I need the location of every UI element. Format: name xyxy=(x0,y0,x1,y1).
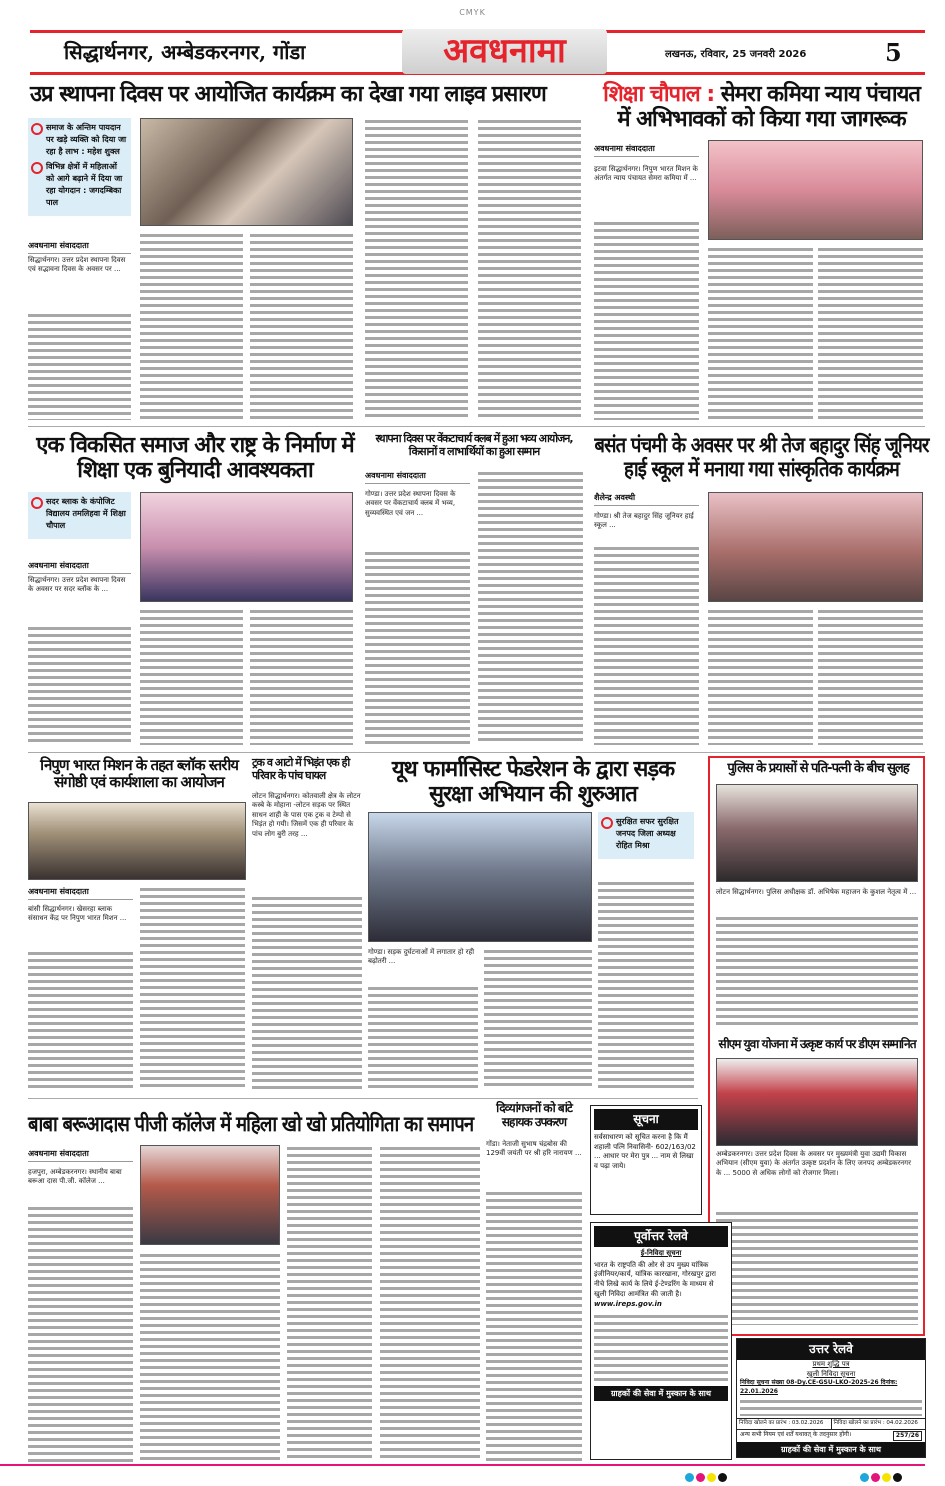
article-body xyxy=(368,985,478,1090)
headline-youth-pharmacist: यूथ फार्मासिस्ट फेडरेशन के द्वारा सड़क सुरक्षा अभियान की शुरुआत xyxy=(391,757,675,808)
ad-right-date: निविदा खोलने का प्रारंभ : 04.02.2026 xyxy=(833,1420,918,1427)
article-body xyxy=(818,246,923,420)
ad-title: पूर्वोत्तर रेलवे xyxy=(594,1226,728,1247)
photo-cultural-program xyxy=(708,492,923,602)
article-lead: अम्बेडकरनगर। उत्तर प्रदेश दिवस के अवसर पर मुख्यमंत्री युवा उद्यमी विकास अभियान (सीएम युवा) के अंतर्गत उत्कृष्ट प्रदर्शन के लिए जनपद अम्बेडकरनगर के ... 5000 से अधिक लोगों को रोजगार मिला। xyxy=(716,1150,918,1178)
photo-cm-yuva-award xyxy=(716,1058,918,1146)
byline: अवधनामा संवाददाता xyxy=(594,143,699,157)
ad-footer: ग्राहकों की सेवा में मुस्कान के साथ xyxy=(594,1386,728,1401)
article-lead: गोण्डा। सड़क दुर्घटनाओं में लगातार हो रही बढ़ोतरी ... xyxy=(368,948,478,967)
divider xyxy=(28,1098,698,1099)
notice-body: सर्वसाधारण को सूचित करना है कि मैं शहाली पत्नि निवासिनी- 602/163/02 ... आधार पर मेरा पुत्र ... नाम से लिखा व पढ़ा जाये। xyxy=(594,1132,696,1171)
photo-nipun-workshop xyxy=(28,802,246,880)
article-lead: हजपुरा, अम्बेडकरनगर। स्थानीय बाबा बरूआ दास पी.जी. कॉलेज ... xyxy=(28,1168,133,1187)
byline: अवधनामा संवाददाता xyxy=(28,560,131,574)
headline-baba-baruadas: बाबा बरूआदास पीजी कॉलेज में महिला खो खो प्रतियोगिता का समापन xyxy=(28,1112,474,1136)
photo-road-safety xyxy=(368,812,592,942)
article-body xyxy=(252,895,362,1090)
notice-title: सूचना xyxy=(594,1109,698,1130)
pull-quote-box xyxy=(28,492,131,539)
ad-line2: खुली निविदा सूचना xyxy=(806,1369,856,1378)
byline: अवधनामा संवाददाता xyxy=(365,470,470,484)
ad-left-date: निविदा खोलने का प्रारंभ : 03.02.2026 xyxy=(737,1419,832,1429)
article-body xyxy=(140,232,243,420)
byline: अवधनामा संवाददाता xyxy=(28,1148,133,1162)
pull-quote: सदर ब्लाक के कंपोजिट विद्यालय तमलिहवा में शिक्षा चौपाल xyxy=(46,497,126,530)
article-lead: गोण्डा। उत्तर प्रदेश स्थापना दिवस के अवसर पर वेंकटाचार्य क्लब में भव्य, सुव्यवस्थित एवं जन ... xyxy=(365,490,470,518)
article-body xyxy=(478,118,581,420)
print-rule xyxy=(0,1464,925,1466)
ad-subtitle: ई-निविदा सूचना xyxy=(640,1248,682,1257)
newspaper-logo: अवधनामा xyxy=(402,29,607,74)
ad-footer: ग्राहकों की सेवा में मुस्कान के साथ xyxy=(737,1442,925,1457)
headline-divyang: दिव्यांगजनों को बांटे सहायक उपकरण xyxy=(496,1101,572,1129)
pull-quote-box xyxy=(598,812,694,859)
cmyk-mark: CMYK xyxy=(459,8,486,17)
headline-cm-yuva: सीएम युवा योजना में उत्कृष्ट कार्य पर डीएम सम्मानित xyxy=(718,1037,916,1051)
ad-reference: निविदा सूचना संख्या 08-Dy.CE-GSU-LKO-2025-26 दिनांक: 22.01.2026 xyxy=(740,1379,898,1395)
pull-quote: विभिन्न क्षेत्रों में महिलाओं को आगे बढ़ाने में दिया जा रहा योगदान : जगदम्बिका पाल xyxy=(46,161,127,209)
article-lead: सिद्धार्थनगर। उत्तर प्रदेश स्थापना दिवस के अवसर पर सदर ब्लॉक के ... xyxy=(28,576,131,595)
article-body xyxy=(486,1190,582,1462)
headline-shiksha-chaupal xyxy=(594,82,929,133)
pull-quote: सुरक्षित सफर सुरक्षित जनपद जिला अध्यक्ष रोहित मिश्रा xyxy=(616,816,690,852)
notice-suchna xyxy=(590,1105,702,1215)
headline-up-day: उप्र स्थापना दिवस पर आयोजित कार्यक्रम का देखा गया लाइव प्रसारण xyxy=(30,82,546,107)
article-body xyxy=(598,880,694,1090)
pull-quote: समाज के अन्तिम पायदान पर खड़े व्यक्ति को दिया जा रहा है लाभ : महेश शुक्ल xyxy=(46,123,127,156)
article-body xyxy=(28,950,133,1090)
article-body xyxy=(287,1145,372,1462)
byline: अवधनामा संवाददाता xyxy=(28,240,131,254)
byline: शैलेन्द्र अवस्थी xyxy=(594,492,699,506)
article-lead: लोटन सिद्धार्थनगर। पुलिस अधीक्षक डॉ. अभिषेक महाजन के कुशल नेतृत्व में ... xyxy=(716,888,917,896)
article-body xyxy=(365,550,470,745)
article-lead: गोंडा। नेताजी सुभाष चंद्रबोस की 129वीं जयंती पर श्री हरि नारायण ... xyxy=(486,1140,582,1158)
photo-couple xyxy=(716,784,918,882)
article-body xyxy=(28,1205,133,1462)
article-body xyxy=(708,246,813,420)
byline: अवधनामा संवाददाता xyxy=(28,886,133,900)
headline-basant-panchami: बसंत पंचमी के अवसर पर श्री तेज बहादुर सिंह जूनियर हाई स्कूल में मनाया गया सांस्कृतिक कार्यक्रम xyxy=(594,433,929,482)
article-body xyxy=(28,625,131,745)
article-body xyxy=(250,608,353,745)
article-lead: गोण्डा। श्री तेज बहादुर सिंह जूनियर हाई स्कूल ... xyxy=(594,512,699,531)
article-body xyxy=(365,118,468,420)
article-body xyxy=(484,948,592,1090)
article-lead: इटवा सिद्धार्थनगर। निपुण भारत मिशन के अंतर्गत न्याय पंचायत सेमरा कमिया में ... xyxy=(594,165,698,183)
pull-quotes-up-day xyxy=(28,118,131,216)
article-body xyxy=(140,886,245,1090)
edition-region: सिद्धार्थनगर, अम्बेडकरनगर, गोंडा xyxy=(64,40,306,64)
ad-terms: अन्य सभी नियम एवं शर्तें यथावत् के तदनुसार होंगी। xyxy=(740,1430,852,1438)
article-lead: सिद्धार्थनगर। उत्तर प्रदेश स्थापना दिवस एवं सद्भावना दिवस के अवसर पर ... xyxy=(28,256,131,275)
dateline: लखनऊ, रविवार, 25 जनवरी 2026 xyxy=(665,49,807,60)
ad-body-text xyxy=(594,1313,728,1383)
ad-website: www.ireps.gov.in xyxy=(594,1299,662,1308)
article-body xyxy=(716,915,918,1025)
article-body xyxy=(478,470,583,745)
article-body xyxy=(380,1145,480,1462)
headline-truck-accident: ट्रक व आटो में भिड़ंत एक ही परिवार के पांच घायल xyxy=(252,756,350,782)
ad-code: 257/26 xyxy=(893,1431,922,1441)
article-body xyxy=(708,608,813,745)
ad-title: उत्तर रेलवे xyxy=(737,1339,925,1360)
article-body xyxy=(594,220,699,420)
ad-body: भारत के राष्ट्रपति की ओर से उप मुख्य यांत्रिक इंजीनियर/कार्य, यांत्रिक कारखाना, गोरखपुर द्वारा नीचे लिखे कार्य के लिये ई-टेण्डरिंग के माध्यम से खुली निविदा आमंत्रित की जाती है। xyxy=(594,1260,716,1298)
headline-kicker: शिक्षा चौपाल : xyxy=(603,82,715,107)
divider xyxy=(28,752,925,753)
headline-police: पुलिस के प्रयासों से पति-पत्नी के बीच सुलह xyxy=(727,761,909,776)
ad-purvottar-railway xyxy=(590,1222,732,1460)
photo-shiksha-chaupal xyxy=(708,140,923,240)
headline-venkatacharya: स्थापना दिवस पर वेंकटाचार्य क्लब में हुआ भव्य आयोजन, किसानों व लाभार्थियों का हुआ सम्मान xyxy=(375,432,573,458)
page-number: 5 xyxy=(885,38,902,67)
ad-uttar-railway xyxy=(736,1338,926,1458)
registration-marks xyxy=(860,1467,904,1486)
photo-kho-kho xyxy=(140,1145,280,1245)
headline-vikasit-samaj: एक विकसित समाज और राष्ट्र के निर्माण में शिक्षा एक बुनियादी आवश्यकता xyxy=(36,433,354,484)
article-body xyxy=(716,1210,918,1325)
article-lead: लोटन सिद्धार्थनगर। कोतवाली क्षेत्र के लोटन कस्बे के मोहाना -लोटन सड़क पर स्थित साधन शाही के पास एक ट्रक व टेम्पो से भिड़ंत हो गयी। जिसमें एक ही परिवार के पांच लोग बुरी तरह ... xyxy=(252,792,361,838)
divider xyxy=(28,426,925,427)
article-body xyxy=(28,312,131,420)
article-body xyxy=(140,608,243,745)
article-body xyxy=(140,1252,280,1462)
ad-body-text xyxy=(740,1398,922,1416)
article-lead: बांसी सिद्धार्थनगर। खेसरहा ब्लाक संसाधन केंद्र पर निपुण भारत मिशन ... xyxy=(28,905,133,924)
photo-award-ceremony xyxy=(140,118,353,226)
headline-text: सेमरा कमिया न्याय पंचायत में अभिभावकों को किया गया जागरूक xyxy=(617,82,920,133)
ad-line1: प्रथम शुद्धि पत्र xyxy=(812,1359,850,1368)
article-body xyxy=(594,545,699,745)
article-body xyxy=(818,608,923,745)
headline-nipun: निपुण भारत मिशन के तहत ब्लॉक स्तरीय संगोष्ठी एवं कार्यशाला का आयोजन xyxy=(40,756,238,792)
article-body xyxy=(250,232,353,420)
registration-marks xyxy=(685,1467,729,1486)
photo-shiksha-chaupal-event xyxy=(140,492,353,602)
